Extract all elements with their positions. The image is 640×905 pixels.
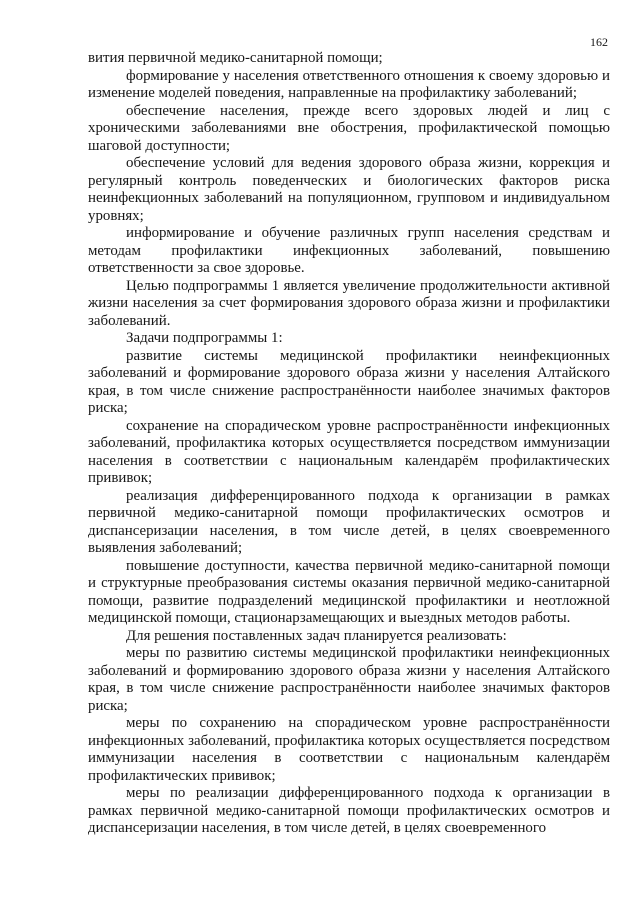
document-body (88, 50, 610, 838)
paragraph: обеспечение условий для ведения здорового образа жизни, коррекция и регулярный контроль поведенческих и биологических факторов риска неинфекционных заболеваний на популяционном, групповом и индивидуальном уровнях; (88, 155, 610, 224)
paragraph: Задачи подпрограммы 1: (126, 330, 283, 346)
paragraph: обеспечение населения, прежде всего здоровых людей и лиц с хроническими заболеваниями вне обострения, профилактической помощью шаговой доступности; (88, 102, 610, 154)
paragraph: формирование у населения ответственного отношения к своему здоровью и изменение моделей поведения, направленные на профилактику заболеваний; (88, 67, 610, 101)
paragraph: меры по реализации дифференцированного подхода к организации в рамках первичной медико-санитарной помощи профилактических осмотров и диспансеризации населения, в том числе детей, в целях своевременного (88, 785, 610, 836)
page-number: 162 (590, 35, 608, 49)
paragraph: повышение доступности, качества первичной медико-санитарной помощи и структурные преобразования системы оказания первичной медико-санитарной помощи, развитие подразделений медицинской профилактики и неотложной медицинской помощи, стационарзамещающих и выездных методов работы. (88, 557, 610, 626)
paragraph: сохранение на спорадическом уровне распространённости инфекционных заболеваний, профилактика которых осуществляется посредством иммунизации населения в соответствии с национальным календарём профилактических прививок; (88, 417, 610, 486)
paragraph-continuation: вития первичной медико-санитарной помощи; (88, 50, 383, 66)
paragraph: Целью подпрограммы 1 является увеличение продолжительности активной жизни населения за счет формирования здорового образа жизни и профилактики заболеваний. (88, 277, 610, 329)
paragraph: меры по развитию системы медицинской профилактики неинфекционных заболеваний и формированию здорового образа жизни у населения Алтайского края, в том числе снижение распространённости наиболее значимых факторов риска; (88, 645, 610, 714)
paragraph: Для решения поставленных задач планируется реализовать: (126, 627, 507, 644)
paragraph: меры по сохранению на спорадическом уровне распространённости инфекционных заболеваний, профилактика которых осуществляется посредством иммунизации населения в соответствии с национальным календарём профилактических прививок; (88, 715, 610, 784)
paragraph: информирование и обучение различных групп населения средствам и методам профилактики инфекционных заболеваний, повышению ответственности за свое здоровье. (88, 225, 610, 276)
paragraph: развитие системы медицинской профилактики неинфекционных заболеваний и формирование здорового образа жизни у населения Алтайского края, в том числе снижение распространённости наиболее значимых факторов риска; (88, 347, 610, 416)
paragraph: реализация дифференцированного подхода к организации в рамках первичной медико-санитарной помощи профилактических осмотров и диспансеризации населения, в том числе детей, в целях своевременного выявления заболеваний; (88, 487, 610, 556)
